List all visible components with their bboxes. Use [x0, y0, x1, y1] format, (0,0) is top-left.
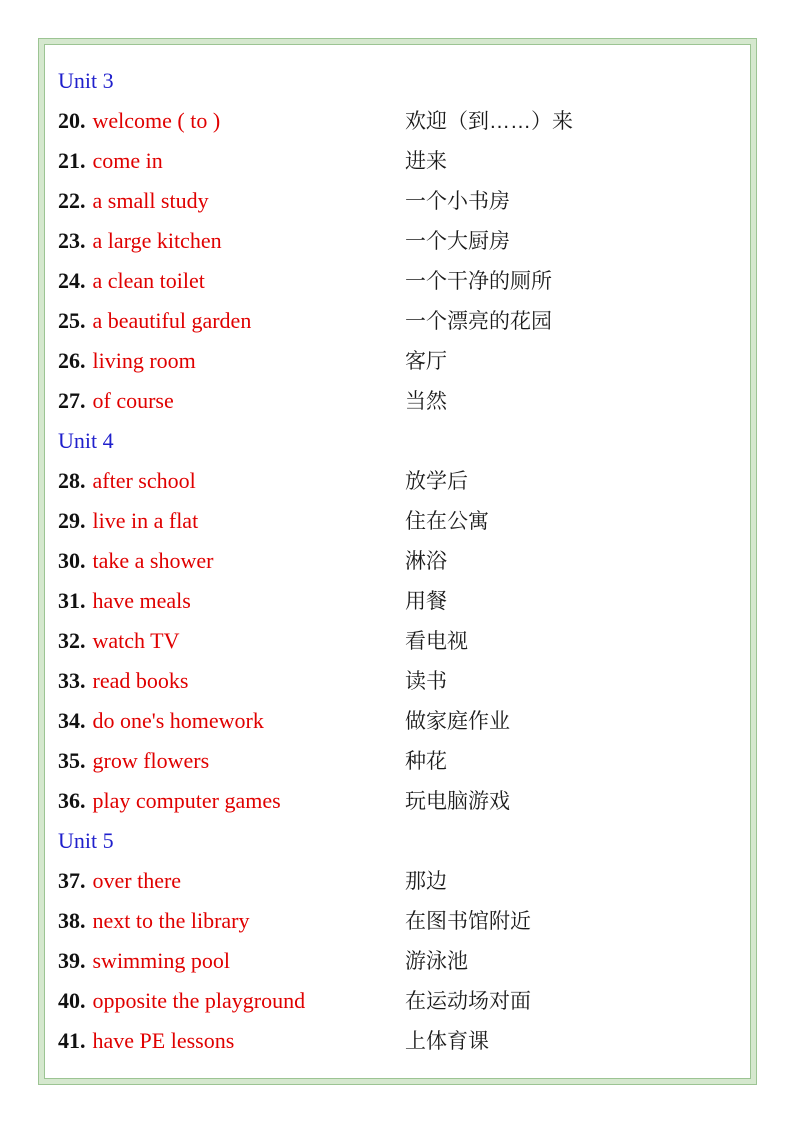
entry-english: do one's homework — [92, 708, 264, 733]
vocab-row — [52, 661, 742, 701]
entry-chinese: 欢迎（到……）来 — [405, 110, 573, 133]
entry-number: 28. — [58, 468, 86, 493]
entry-number: 31. — [58, 588, 86, 613]
unit-heading: Unit 4 — [58, 428, 114, 453]
entry-chinese: 放学后 — [405, 470, 468, 493]
entry-chinese: 用餐 — [405, 590, 447, 613]
entry-chinese: 做家庭作业 — [405, 710, 510, 733]
vocab-entry-english-cell — [52, 621, 405, 661]
vocab-row — [52, 1021, 742, 1061]
entry-chinese: 当然 — [405, 390, 447, 413]
vocab-entry-english-cell — [52, 981, 405, 1021]
vocab-row — [52, 741, 742, 781]
entry-number: 34. — [58, 708, 86, 733]
entry-number: 30. — [58, 548, 86, 573]
entry-english: live in a flat — [92, 508, 199, 533]
entry-english: of course — [92, 388, 174, 413]
vocab-entry-english-cell — [52, 901, 405, 941]
vocab-entry-english-cell — [52, 661, 405, 701]
entry-number: 37. — [58, 868, 86, 893]
vocab-entry-english-cell — [52, 781, 405, 821]
entry-english: swimming pool — [92, 948, 231, 973]
vocab-entry-english-cell — [52, 181, 405, 221]
entry-chinese: 一个小书房 — [405, 190, 510, 213]
vocab-row — [52, 341, 742, 381]
vocab-entry-english-cell — [52, 701, 405, 741]
page-content-area — [44, 44, 751, 1079]
entry-chinese: 住在公寓 — [405, 510, 489, 533]
vocab-row — [52, 581, 742, 621]
entry-english: watch TV — [92, 628, 180, 653]
vocab-row — [52, 981, 742, 1021]
vocab-entry-english-cell — [52, 461, 405, 501]
entry-chinese: 种花 — [405, 750, 447, 773]
entry-number: 39. — [58, 948, 86, 973]
vocab-entry-english-cell — [52, 261, 405, 301]
entry-number: 36. — [58, 788, 86, 813]
vocab-row — [52, 901, 742, 941]
entry-english: read books — [92, 668, 189, 693]
entry-number: 40. — [58, 988, 86, 1013]
page-frame-band — [39, 39, 756, 1084]
entry-chinese: 玩电脑游戏 — [405, 790, 510, 813]
entry-chinese: 在运动场对面 — [405, 990, 531, 1013]
unit-heading: Unit 3 — [58, 68, 114, 93]
entry-english: a beautiful garden — [92, 308, 252, 333]
vocab-entry-english-cell — [52, 581, 405, 621]
entry-english: next to the library — [92, 908, 250, 933]
entry-english: welcome ( to ) — [92, 108, 221, 133]
vocab-entry-english-cell — [52, 221, 405, 261]
entry-english: have PE lessons — [92, 1028, 235, 1053]
entry-number: 33. — [58, 668, 86, 693]
vocab-entry-english-cell — [52, 381, 405, 421]
entry-number: 38. — [58, 908, 86, 933]
entry-chinese: 一个干净的厕所 — [405, 270, 552, 293]
vocab-entry-english-cell — [52, 101, 405, 141]
vocab-entry-english-cell — [52, 941, 405, 981]
entry-english: take a shower — [92, 548, 214, 573]
vocab-row — [52, 141, 742, 181]
vocab-entry-english-cell — [52, 341, 405, 381]
entry-chinese: 一个大厨房 — [405, 230, 510, 253]
entry-number: 25. — [58, 308, 86, 333]
entry-english: a small study — [92, 188, 209, 213]
entry-english: come in — [92, 148, 163, 173]
vocab-row — [52, 301, 742, 341]
entry-english: have meals — [92, 588, 191, 613]
entry-number: 23. — [58, 228, 86, 253]
vocab-row — [52, 621, 742, 661]
entry-chinese: 在图书馆附近 — [405, 910, 531, 933]
entry-chinese: 上体育课 — [405, 1030, 489, 1053]
unit-heading: Unit 5 — [58, 828, 114, 853]
vocab-row — [52, 381, 742, 421]
entry-number: 32. — [58, 628, 86, 653]
entry-number: 26. — [58, 348, 86, 373]
vocab-row — [52, 101, 742, 141]
entry-english: grow flowers — [92, 748, 210, 773]
entry-chinese: 一个漂亮的花园 — [405, 310, 552, 333]
entry-chinese: 淋浴 — [405, 550, 447, 573]
entry-number: 41. — [58, 1028, 86, 1053]
page-frame — [38, 38, 757, 1085]
entry-chinese: 那边 — [405, 870, 447, 893]
vocab-row — [52, 941, 742, 981]
entry-english: a large kitchen — [92, 228, 222, 253]
entry-number: 27. — [58, 388, 86, 413]
entry-english: living room — [92, 348, 196, 373]
entry-chinese: 游泳池 — [405, 950, 468, 973]
vocab-row — [52, 701, 742, 741]
vocab-row — [52, 181, 742, 221]
entry-number: 35. — [58, 748, 86, 773]
entry-chinese: 客厅 — [405, 350, 447, 373]
entry-english: over there — [92, 868, 182, 893]
entry-number: 21. — [58, 148, 86, 173]
entry-english: opposite the playground — [92, 988, 306, 1013]
vocab-entry-english-cell — [52, 861, 405, 901]
vocab-entry-english-cell — [52, 301, 405, 341]
entry-english: play computer games — [92, 788, 281, 813]
vocab-row — [52, 261, 742, 301]
vocab-row — [52, 541, 742, 581]
entry-english: a clean toilet — [92, 268, 205, 293]
vocab-row — [52, 861, 742, 901]
entry-number: 22. — [58, 188, 86, 213]
entry-chinese: 读书 — [405, 670, 447, 693]
vocab-list — [52, 61, 742, 1061]
entry-number: 29. — [58, 508, 86, 533]
vocab-entry-english-cell — [52, 501, 405, 541]
vocab-row — [52, 501, 742, 541]
vocab-entry-english-cell — [52, 741, 405, 781]
vocab-row — [52, 781, 742, 821]
entry-number: 24. — [58, 268, 86, 293]
vocab-row — [52, 221, 742, 261]
entry-english: after school — [92, 468, 196, 493]
entry-number: 20. — [58, 108, 86, 133]
vocab-entry-english-cell — [52, 141, 405, 181]
vocab-entry-english-cell — [52, 541, 405, 581]
entry-chinese: 看电视 — [405, 630, 468, 653]
vocab-entry-english-cell — [52, 1021, 405, 1061]
entry-chinese: 进来 — [405, 150, 447, 173]
vocab-row — [52, 461, 742, 501]
